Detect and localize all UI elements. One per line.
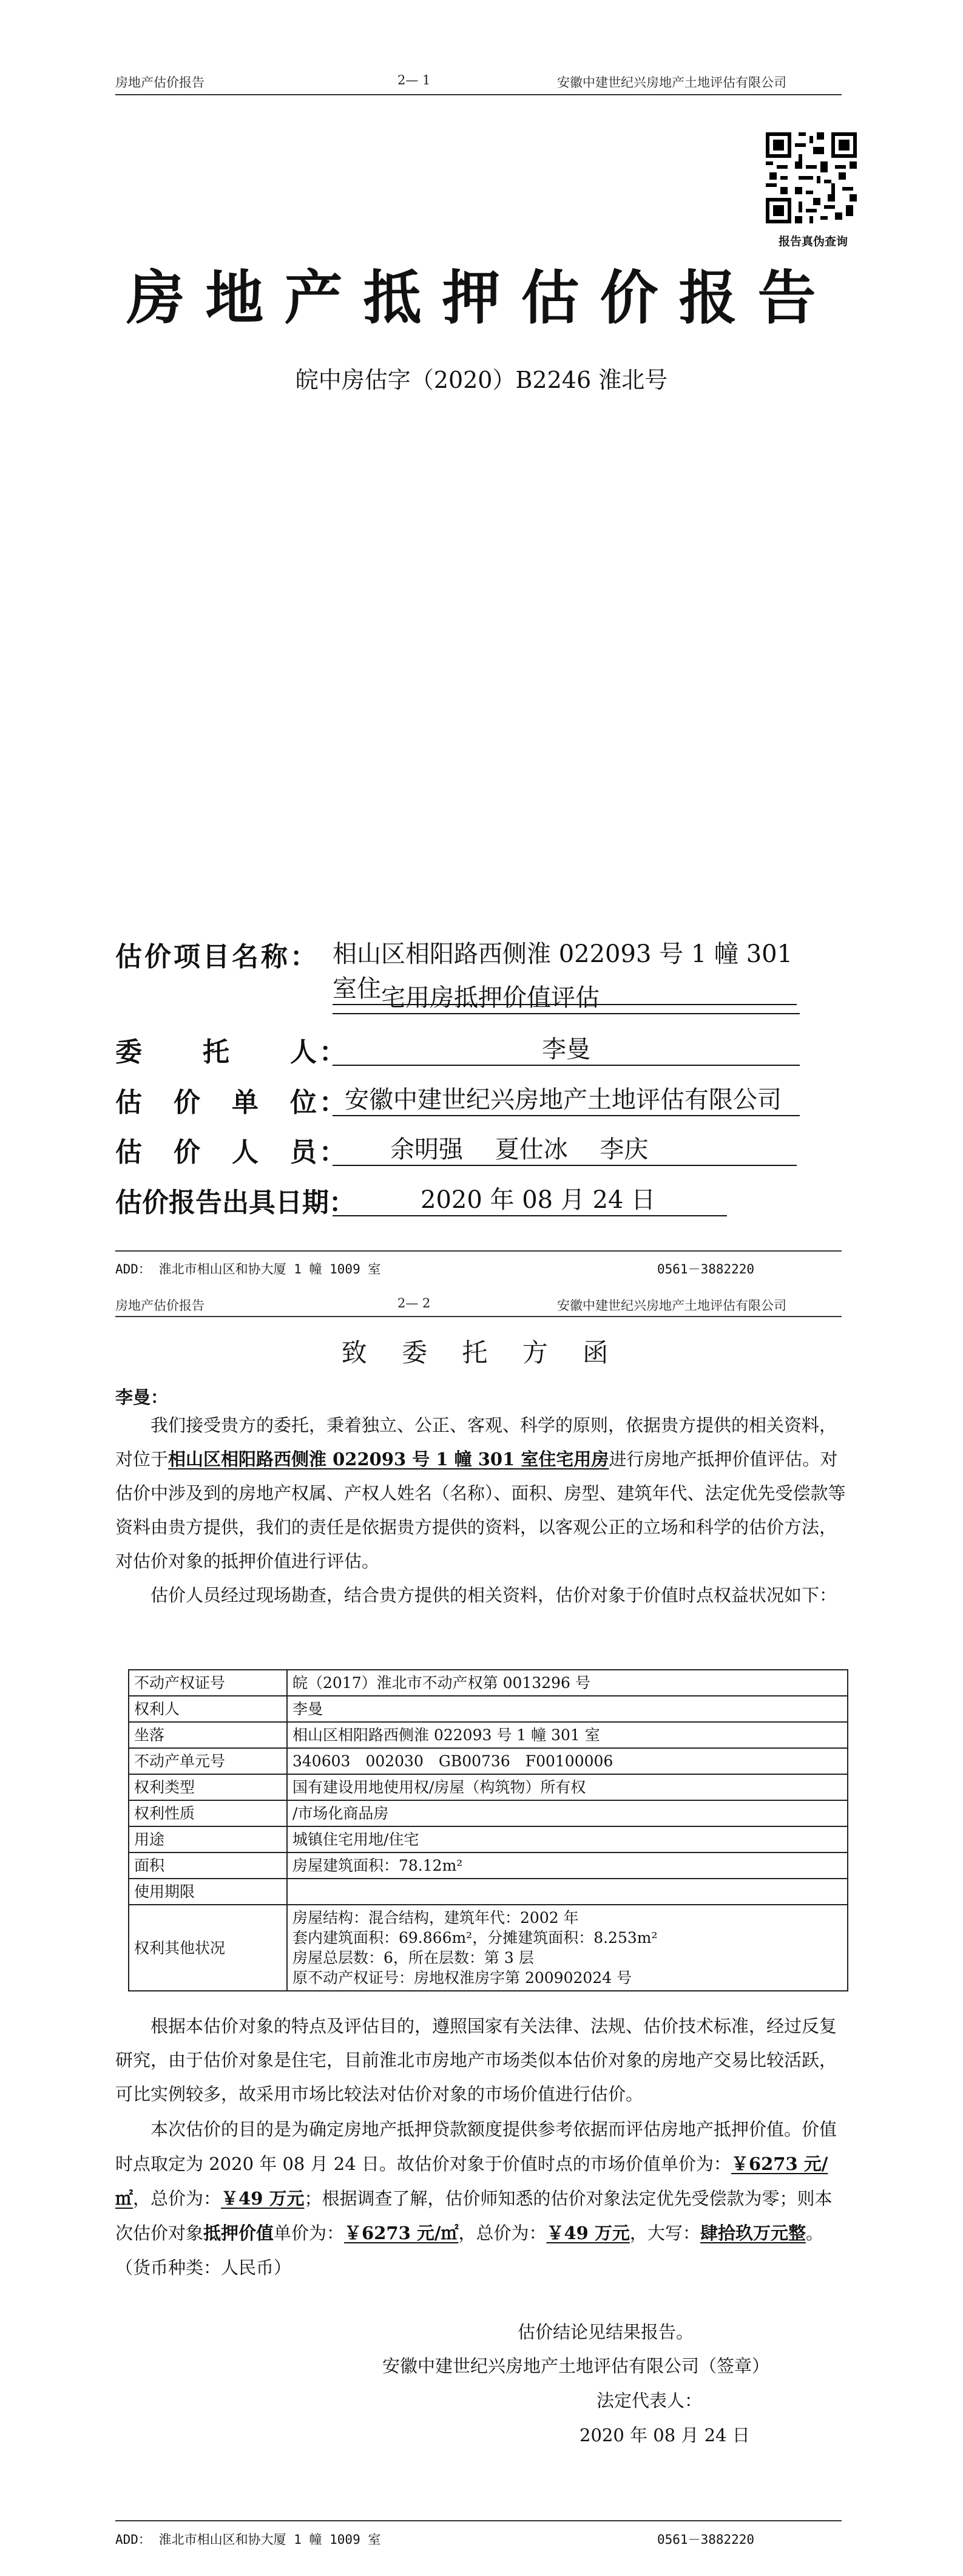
table-cell-line: 340603 002030 GB00736 F00100006 [292, 1752, 613, 1770]
conclusion-text-5: ，总价为： [458, 2223, 547, 2243]
table-cell-key: 坐落 [129, 1722, 287, 1748]
field-value-client: 李曼 [333, 1030, 800, 1066]
running-header-right: 安徽中建世纪兴房地产土地评估有限公司 [557, 1298, 786, 1313]
table-cell-line: 相山区相阳路西侧淮 022093 号 1 幢 301 室 [292, 1726, 600, 1744]
field-value-issue-date: 2020 年 08 月 24 日 [333, 1181, 727, 1216]
table-cell-key: 权利其他状况 [129, 1905, 287, 1991]
qr-code-icon[interactable] [766, 132, 857, 223]
footer-rule [115, 2520, 842, 2521]
table-cell-value [287, 1879, 848, 1905]
running-header-left: 房地产估价报告 [115, 1298, 204, 1313]
table-row [129, 1800, 848, 1826]
signing-company: 安徽中建世纪兴房地产土地评估有限公司（签章） [382, 2356, 770, 2376]
table-row [129, 1696, 848, 1722]
field-value-appraiser-org: 安徽中建世纪兴房地产土地评估有限公司 [333, 1080, 800, 1116]
table-cell-key: 不动产权证号 [129, 1670, 287, 1696]
legal-representative: 法定代表人： [596, 2390, 703, 2411]
letter-title: 致 委 托 方 函 [341, 1338, 622, 1368]
table-cell-line: 套内建筑面积：69.866m²，分摊建筑面积：8.253m² [292, 1929, 658, 1947]
rights-table [128, 1669, 848, 1991]
table-cell-value [287, 1748, 848, 1774]
table-cell-key: 用途 [129, 1826, 287, 1852]
table-row [129, 1879, 848, 1905]
table-cell-line: 房屋建筑面积：78.12m² [292, 1857, 463, 1874]
page-number: 2— 2 [397, 1296, 431, 1310]
table-cell-value [287, 1800, 848, 1826]
table-cell-value [287, 1722, 848, 1748]
table-cell-value [287, 1696, 848, 1722]
table-cell-key: 权利人 [129, 1696, 287, 1722]
running-header-left: 房地产估价报告 [115, 75, 204, 90]
conclusion-text-2: ，总价为： [133, 2188, 221, 2209]
table-cell-value [287, 1826, 848, 1852]
field-label-client: 委 托 人： [115, 1037, 348, 1068]
header-rule [115, 94, 842, 95]
conclusion-text-6: ，大写： [629, 2223, 700, 2243]
field-value-project: 相山区相阳路西侧淮 022093 号 1 幢 301 室住 [333, 935, 797, 1005]
mortgage-unit-price: ￥6273 元/㎡ [344, 2223, 459, 2243]
market-unit-price: ￥6273 元/㎡ [115, 2154, 828, 2209]
table-cell-value [287, 1774, 848, 1800]
table-row [129, 1748, 848, 1774]
report-title: 房地产抵押估价报告 [126, 263, 837, 332]
table-row [129, 1722, 848, 1748]
conclusion-text: 本次估价的目的是为确定房地产抵押贷款额度提供参考依据而评估房地产抵押价值。价值时点取定为 2020 年 08 月 24 日。故估价对象于价值时点的市场价值单价为： [115, 2119, 837, 2174]
table-cell-key: 权利类型 [129, 1774, 287, 1800]
table-cell-line: 城镇住宅用地/住宅 [292, 1831, 419, 1848]
table-row [129, 1774, 848, 1800]
paragraph-intro [115, 1408, 850, 1578]
paragraph-method: 根据本估价对象的特点及评估目的，遵照国家有关法律、法规、估价技术标准，经过反复研究，由于估价对象是住宅，目前淮北市房地产市场类似本估价对象的房地产交易比较活跃，可比实例较多，故采用市场比较法对估价对象的市场价值进行估价。 [115, 2016, 837, 2104]
table-cell-line: 国有建设用地使用权/房屋（构筑物）所有权 [292, 1778, 586, 1796]
table-row [129, 1852, 848, 1879]
footer-phone: 0561－3882220 [657, 2532, 755, 2547]
table-cell-line: /市场化商品房 [292, 1805, 389, 1822]
field-label-appraisers: 估 价 人 员： [115, 1137, 348, 1168]
header-rule [115, 1316, 842, 1317]
table-cell-key: 使用期限 [129, 1879, 287, 1905]
table-cell-value [287, 1852, 848, 1879]
table-cell-line: 房屋总层数：6，所在层数：第 3 层 [292, 1949, 534, 1967]
field-label-issue-date: 估价报告出具日期： [115, 1187, 356, 1218]
table-cell-key: 权利性质 [129, 1800, 287, 1826]
paragraph-conclusion [115, 2112, 850, 2285]
table-cell-value [287, 1670, 848, 1696]
footer-rule [115, 1250, 842, 1252]
table-cell-value [287, 1905, 848, 1991]
footer-phone: 0561－3882220 [657, 1262, 755, 1276]
running-header-right: 安徽中建世纪兴房地产土地评估有限公司 [557, 75, 786, 90]
conclusion-text-4: 单价为： [274, 2223, 345, 2243]
property-address: 相山区相阳路西侧淮 022093 号 1 幢 301 室住宅用房 [168, 1449, 609, 1469]
intro-text-rest: 进行房地产抵押价值评估。对估价中涉及到的房地产权属、产权人姓名（名称）、面积、房型、建筑年代、法定优先受偿款等资料由贵方提供，我们的责任是依据贵方提供的资料，以客观公正的立场和科学的估价方法，对估价对象的抵押价值进行评估。 [115, 1449, 846, 1571]
mortgage-total-price: ￥49 万元 [546, 2223, 630, 2243]
conclusion-text-3: ；根据调查了解，估价师知悉的估价对象法定优先受偿款为零；则本次估价对象 [115, 2188, 833, 2243]
conclusion-text-7: 。（货币种类：人民币） [115, 2223, 823, 2278]
conclusion-note: 估价结论见结果报告。 [518, 2322, 694, 2342]
table-cell-line: 房屋结构：混合结构，建筑年代：2002 年 [292, 1909, 579, 1927]
footer-address: ADD： 淮北市相山区和协大厦 1 幢 1009 室 [115, 2532, 381, 2547]
table-cell-line: 皖（2017）淮北市不动产权第 0013296 号 [292, 1674, 590, 1692]
intro-text: 我们接受贵方的委托，秉着独立、公正、客观、科学的原则，依据贵方提供的相关资料，对位于 [115, 1415, 837, 1469]
document-number: 皖中房估字（2020）B2246 淮北号 [295, 367, 668, 393]
table-row [129, 1905, 848, 1991]
table-row [129, 1826, 848, 1852]
page-number: 2— 1 [397, 73, 431, 87]
mortgage-value-label: 抵押价值 [203, 2223, 274, 2243]
field-value-project-line2: 宅用房抵押价值评估 [333, 978, 800, 1014]
salutation: 李曼： [115, 1387, 169, 1408]
qr-caption: 报告真伪查询 [778, 235, 848, 248]
field-label-project: 估价项目名称： [115, 941, 319, 972]
signing-date: 2020 年 08 月 24 日 [579, 2425, 750, 2446]
field-label-appraiser-org: 估 价 单 位： [115, 1087, 348, 1118]
table-cell-key: 面积 [129, 1852, 287, 1879]
footer-address: ADD： 淮北市相山区和协大厦 1 幢 1009 室 [115, 1262, 381, 1276]
mortgage-total-chinese: 肆拾玖万元整 [700, 2223, 806, 2243]
table-row [129, 1670, 848, 1696]
field-value-appraisers: 余明强 夏仕冰 李庆 [333, 1130, 797, 1166]
table-cell-key: 不动产单元号 [129, 1748, 287, 1774]
table-cell-line: 原不动产权证号：房地权淮房字第 200902024 号 [292, 1969, 632, 1987]
paragraph-inspection: 估价人员经过现场勘查，结合贵方提供的相关资料，估价对象于价值时点权益状况如下： [150, 1585, 837, 1605]
table-cell-line: 李曼 [292, 1700, 323, 1718]
market-total-price: ￥49 万元 [221, 2188, 305, 2209]
